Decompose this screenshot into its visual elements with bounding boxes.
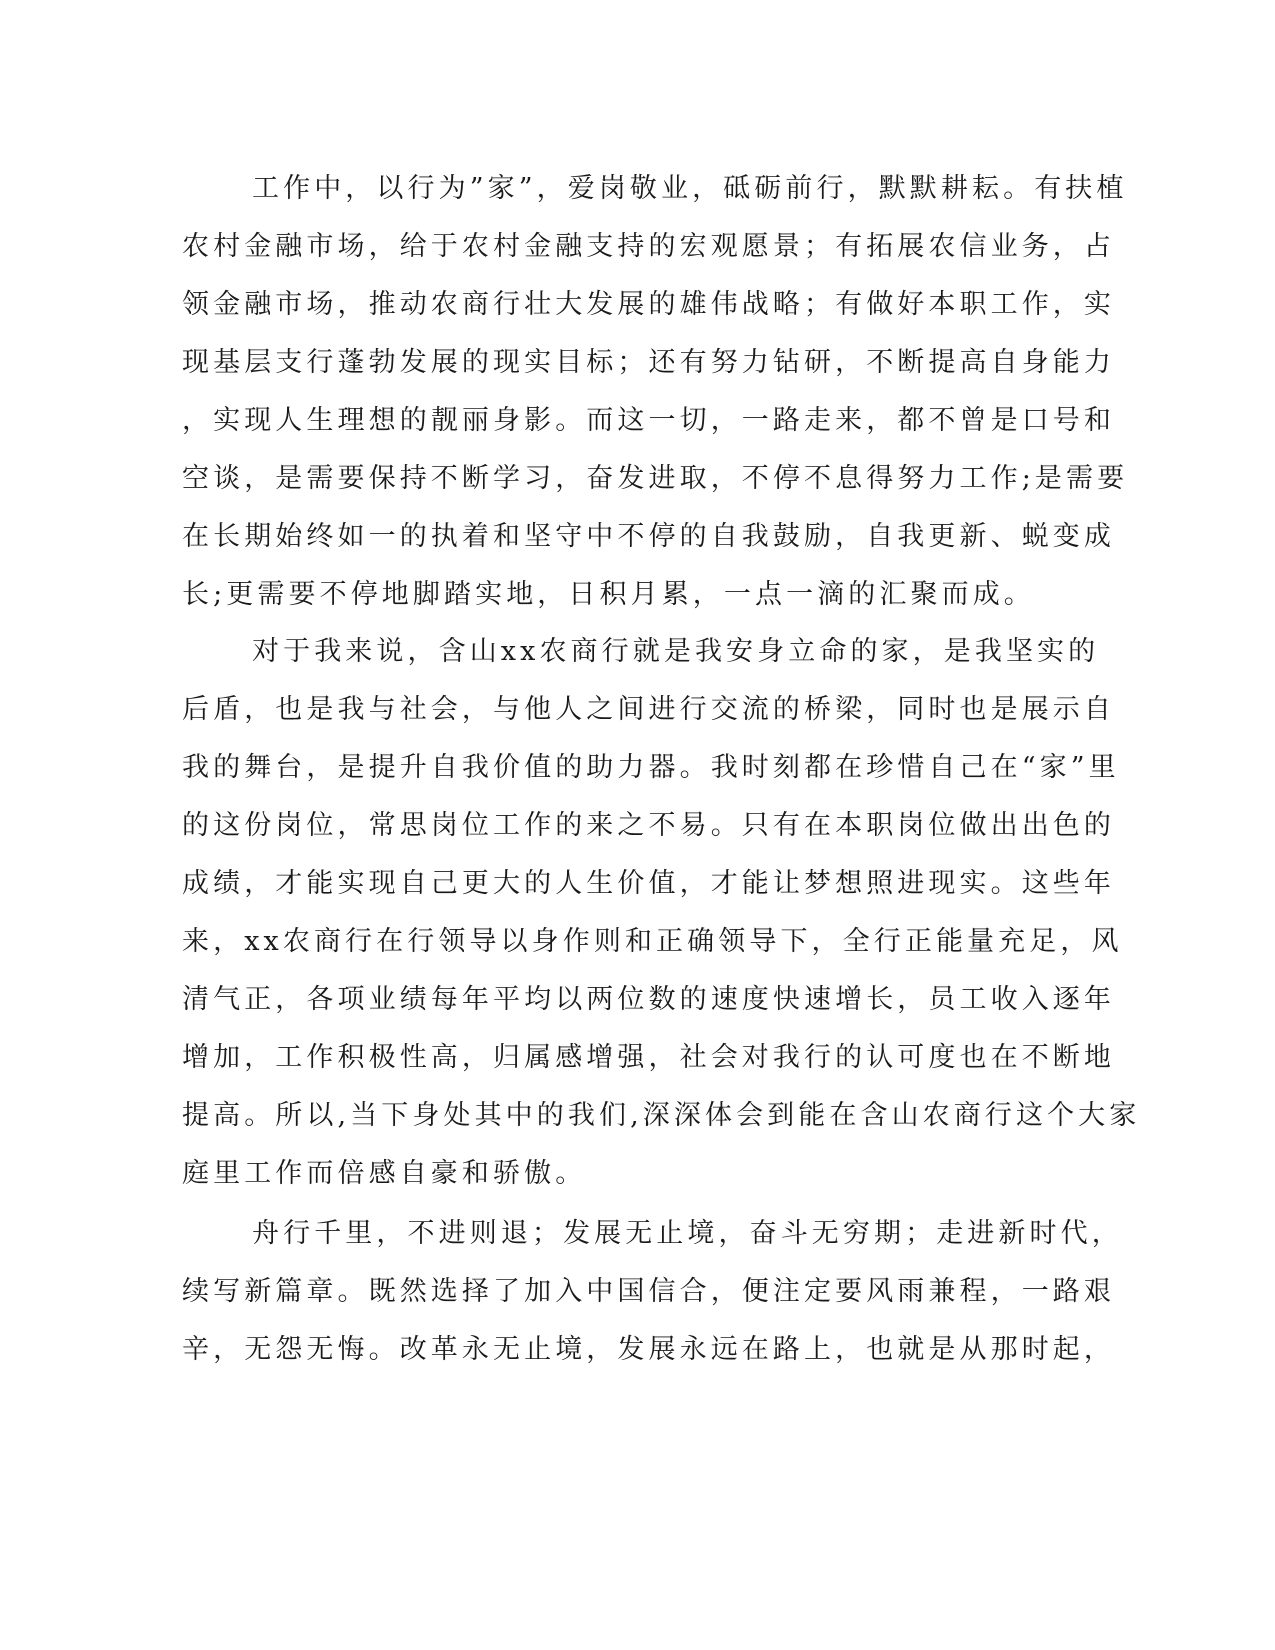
text-line: 舟行千里，不进则退；发展无止境，奋斗无穷期；走进新时代， <box>252 1218 1123 1249</box>
text-line: 空谈，是需要保持不断学习，奋发进取，不停不息得努力工作;是需要 <box>182 463 1129 494</box>
text-line: 工作中，以行为”家”，爱岗敬业，砥砺前行，默默耕耘。有扶植 <box>252 173 1128 204</box>
text-line: 长;更需要不停地脚踏实地，日积月累，一点一滴的汇聚而成。 <box>182 579 1035 610</box>
text-line: 成绩，才能实现自己更大的人生价值，才能让梦想照进现实。这些年 <box>182 868 1115 899</box>
text-line: 增加，工作积极性高，归属感增强，社会对我行的认可度也在不断地 <box>182 1042 1115 1073</box>
paragraph-3 <box>182 1205 1123 1379</box>
paragraph-2 <box>182 623 1141 1203</box>
text-line: 农村金融市场，给于农村金融支持的宏观愿景；有拓展农信业务，占 <box>182 231 1115 262</box>
text-line: 我的舞台，是提升自我价值的助力器。我时刻都在珍惜自己在“家”里 <box>182 752 1120 783</box>
text-line: 续写新篇章。既然选择了加入中国信合，便注定要风雨兼程，一路艰 <box>182 1276 1115 1307</box>
text-line: 清气正，各项业绩每年平均以两位数的速度快速增长，员工收入逐年 <box>182 984 1115 1015</box>
text-line: 现基层支行蓬勃发展的现实目标；还有努力钻研，不断提高自身能力 <box>182 347 1115 378</box>
text-line: 在长期始终如一的执着和坚守中不停的自我鼓励，自我更新、蜕变成 <box>182 521 1115 552</box>
text-line: 提高。所以,当下身处其中的我们,深深体会到能在含山农商行这个大家 <box>182 1100 1141 1131</box>
text-line: ，实现人生理想的靓丽身影。而这一切，一路走来，都不曾是口号和 <box>182 405 1115 436</box>
text-line: 庭里工作而倍感自豪和骄傲。 <box>182 1158 587 1189</box>
text-line: 来，xx农商行在行领导以身作则和正确领导下，全行正能量充足，风 <box>182 926 1123 957</box>
text-line: 领金融市场，推动农商行壮大发展的雄伟战略；有做好本职工作，实 <box>182 289 1115 320</box>
text-line: 辛，无怨无悔。改革永无止境，发展永远在路上，也就是从那时起， <box>182 1334 1115 1365</box>
text-line: 的这份岗位，常思岗位工作的来之不易。只有在本职岗位做出出色的 <box>182 810 1115 841</box>
text-line: 后盾，也是我与社会，与他人之间进行交流的桥梁，同时也是展示自 <box>182 694 1115 725</box>
paragraph-1 <box>182 160 1129 624</box>
text-line: 对于我来说，含山xx农商行就是我安身立命的家，是我坚实的 <box>252 636 1100 667</box>
